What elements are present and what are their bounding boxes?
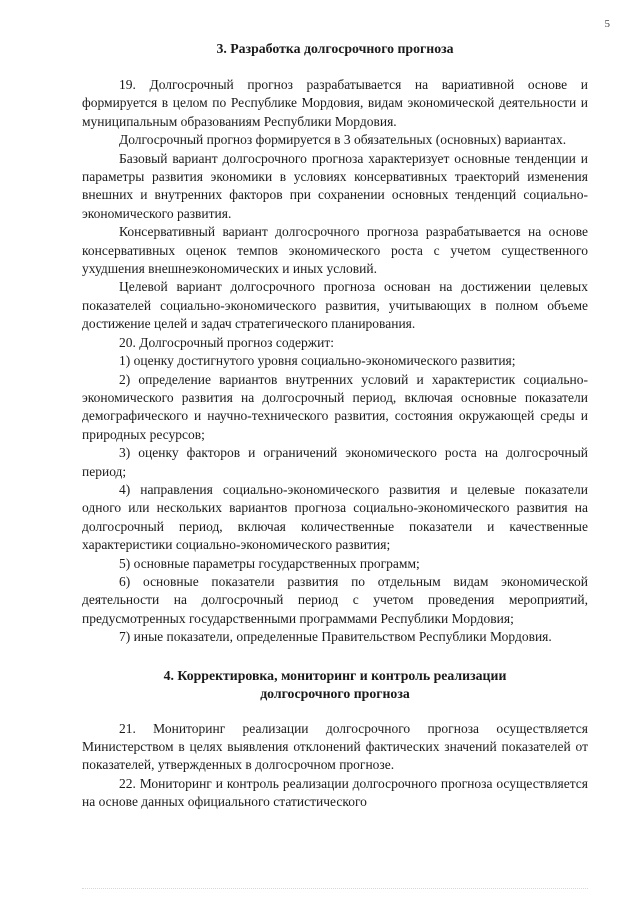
paragraph-21: 21. Мониторинг реализации долгосрочного прогноза осуществляется Министерством в целях выявления отклонений фактических значений показателей от показателей, утвержденных в долгосрочном прогнозе. <box>82 720 588 773</box>
page-number: 5 <box>604 18 610 30</box>
section-4-title <box>82 667 588 703</box>
section-4-title-line-2: долгосрочного прогноза <box>260 685 410 701</box>
list-item-4: 4) направления социально-экономического развития и целевые показатели одного или нескольких вариантов прогноза социально-экономического развития на долгосрочный период, включая количественные показатели и качественные характеристики социально-экономического развития; <box>82 481 588 553</box>
list-item-7: 7) иные показатели, определенные Правительством Республики Мордовия. <box>119 629 552 645</box>
list-item-3: 3) оценку факторов и ограничений экономического роста на долгосрочный период; <box>82 445 588 479</box>
paragraph-variants-count: Долгосрочный прогноз формируется в 3 обязательных (основных) вариантах. <box>119 132 567 148</box>
list-item-6: 6) основные показатели развития по отдельным видам экономической деятельности на долгосрочный период с учетом проведения мероприятий, предусмотренных государственными программами Республики Мордовия; <box>82 573 588 626</box>
paragraph-22: 22. Мониторинг и контроль реализации долгосрочного прогноза осуществляется на основе данных официального статистического <box>82 775 588 810</box>
paragraph-target-variant: Целевой вариант долгосрочного прогноза основан на достижении целевых показателей социально-экономического развития, учитывающих в полном объеме достижение целей и задач стратегического планирования. <box>82 279 588 332</box>
paragraph-base-variant: Базовый вариант долгосрочного прогноза характеризует основные тенденции и параметры развития экономики в условиях консервативных траекторий изменения внешних и внутренних факторов при сохранении основных тенденций социально-экономического развития. <box>82 150 588 221</box>
paragraph-19: 19. Долгосрочный прогноз разрабатывается на вариативной основе и формируется в целом по Республике Мордовия, видам экономической деятельности и муниципальным образованиям Республики Мордовия. <box>82 77 588 129</box>
section-3-title: 3. Разработка долгосрочного прогноза <box>216 41 454 56</box>
scan-footer-dots <box>82 882 588 889</box>
list-item-1: 1) оценку достигнутого уровня социально-экономического развития; <box>119 353 516 369</box>
paragraph-conservative-variant: Консервативный вариант долгосрочного прогноза разрабатывается на основе консервативных оценок темпов экономического роста с учетом существенного ухудшения внешнеэкономических и иных условий. <box>82 224 588 277</box>
list-item-2: 2) определение вариантов внутренних условий и характеристик социально-экономического развития на долгосрочный период, включая основные показатели демографического и научно-технического развития, состояния окружающей среды и природных ресурсов; <box>82 371 588 442</box>
section-4-title-line-1: 4. Корректировка, мониторинг и контроль реализации <box>163 667 507 683</box>
list-item-5: 5) основные параметры государственных программ; <box>119 555 420 571</box>
paragraph-20: 20. Долгосрочный прогноз содержит: <box>119 334 334 350</box>
document-body <box>82 40 588 812</box>
